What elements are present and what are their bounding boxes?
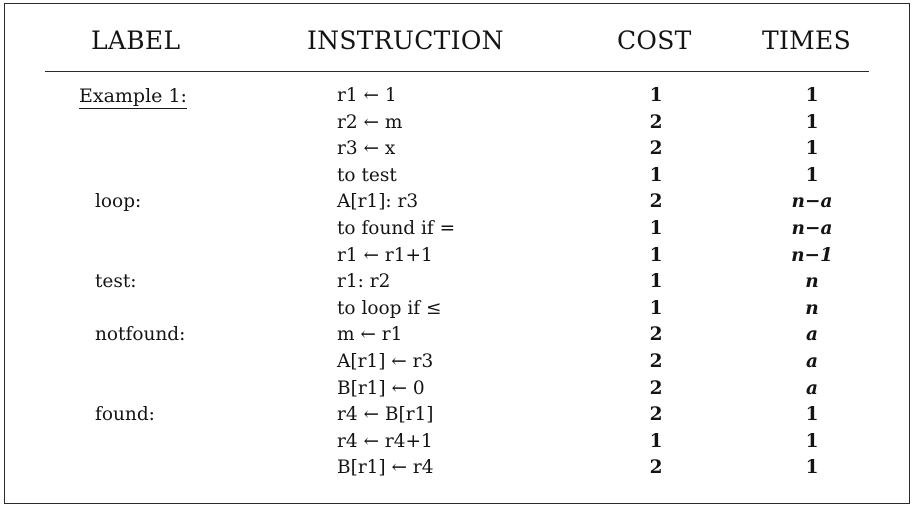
row-times: n−a — [791, 217, 833, 239]
table-frame — [4, 3, 910, 504]
row-label — [95, 404, 155, 425]
row-label-text: notfound: — [95, 324, 186, 346]
table-body — [5, 84, 909, 483]
row-label — [79, 85, 187, 107]
row-instruction: B[r1] ← r4 — [337, 457, 434, 479]
row-cost: 2 — [649, 404, 663, 426]
row-cost: 1 — [649, 271, 663, 293]
row-cost: 1 — [649, 430, 663, 452]
row-times: 1 — [805, 404, 819, 426]
row-label — [95, 324, 185, 345]
row-times: n — [805, 297, 819, 319]
table-row — [5, 190, 909, 217]
row-label — [95, 191, 141, 212]
row-instruction: r3 ← x — [337, 138, 396, 160]
table-row — [5, 350, 909, 377]
row-label-text: found: — [95, 404, 155, 426]
row-cost: 1 — [649, 297, 663, 319]
table-row — [5, 297, 909, 324]
row-cost: 2 — [649, 111, 663, 133]
row-times: 1 — [805, 430, 819, 452]
row-instruction: r4 ← r4+1 — [337, 430, 433, 452]
row-times: n−1 — [791, 244, 833, 266]
row-label-text: Example 1: — [79, 85, 187, 107]
row-label-text: loop: — [95, 191, 142, 213]
row-instruction: B[r1] ← 0 — [337, 377, 425, 399]
table-row — [5, 84, 909, 111]
header-label: LABEL — [91, 26, 181, 55]
table-row — [5, 377, 909, 404]
table-row — [5, 217, 909, 244]
row-instruction: r1 ← r1+1 — [337, 244, 433, 266]
row-instruction: r4 ← B[r1] — [337, 404, 434, 426]
row-times: 1 — [805, 164, 819, 186]
row-cost: 2 — [649, 138, 663, 160]
row-cost: 1 — [649, 244, 663, 266]
row-instruction: r1 ← 1 — [337, 85, 397, 106]
header-cost: COST — [617, 26, 692, 55]
row-cost: 1 — [649, 164, 663, 186]
header-instruction: INSTRUCTION — [307, 26, 504, 55]
header-times: TIMES — [762, 26, 852, 55]
row-label — [95, 271, 137, 292]
row-times: a — [806, 324, 818, 346]
row-instruction: r2 ← m — [337, 111, 403, 133]
row-instruction: to test — [337, 164, 397, 186]
row-times: 1 — [805, 111, 819, 133]
row-cost: 2 — [649, 377, 663, 399]
row-instruction: m ← r1 — [337, 324, 403, 346]
table-row — [5, 270, 909, 297]
table-header — [5, 4, 909, 72]
row-times: 1 — [805, 457, 819, 479]
row-cost: 2 — [649, 350, 663, 372]
row-cost: 1 — [649, 85, 663, 106]
row-cost: 1 — [649, 217, 663, 239]
table-row — [5, 456, 909, 483]
table-row — [5, 164, 909, 191]
row-cost: 2 — [649, 191, 663, 213]
row-times: n — [805, 271, 819, 293]
row-instruction: A[r1] ← r3 — [337, 350, 434, 372]
table-row — [5, 403, 909, 430]
table-row — [5, 244, 909, 271]
row-times: a — [806, 377, 818, 399]
row-instruction: r1: r2 — [337, 271, 391, 293]
header-rule — [45, 71, 869, 72]
row-times: 1 — [805, 138, 819, 160]
table-row — [5, 323, 909, 350]
table-row — [5, 111, 909, 138]
row-times: 1 — [805, 85, 819, 106]
row-label-text: test: — [95, 271, 137, 293]
row-cost: 2 — [649, 324, 663, 346]
row-instruction: to found if = — [337, 217, 456, 239]
table-row — [5, 430, 909, 457]
row-instruction: to loop if ≤ — [337, 297, 442, 319]
row-cost: 2 — [649, 457, 663, 479]
row-times: a — [806, 350, 818, 372]
row-times: n−a — [791, 191, 833, 213]
table-row — [5, 137, 909, 164]
row-instruction: A[r1]: r3 — [337, 191, 419, 213]
